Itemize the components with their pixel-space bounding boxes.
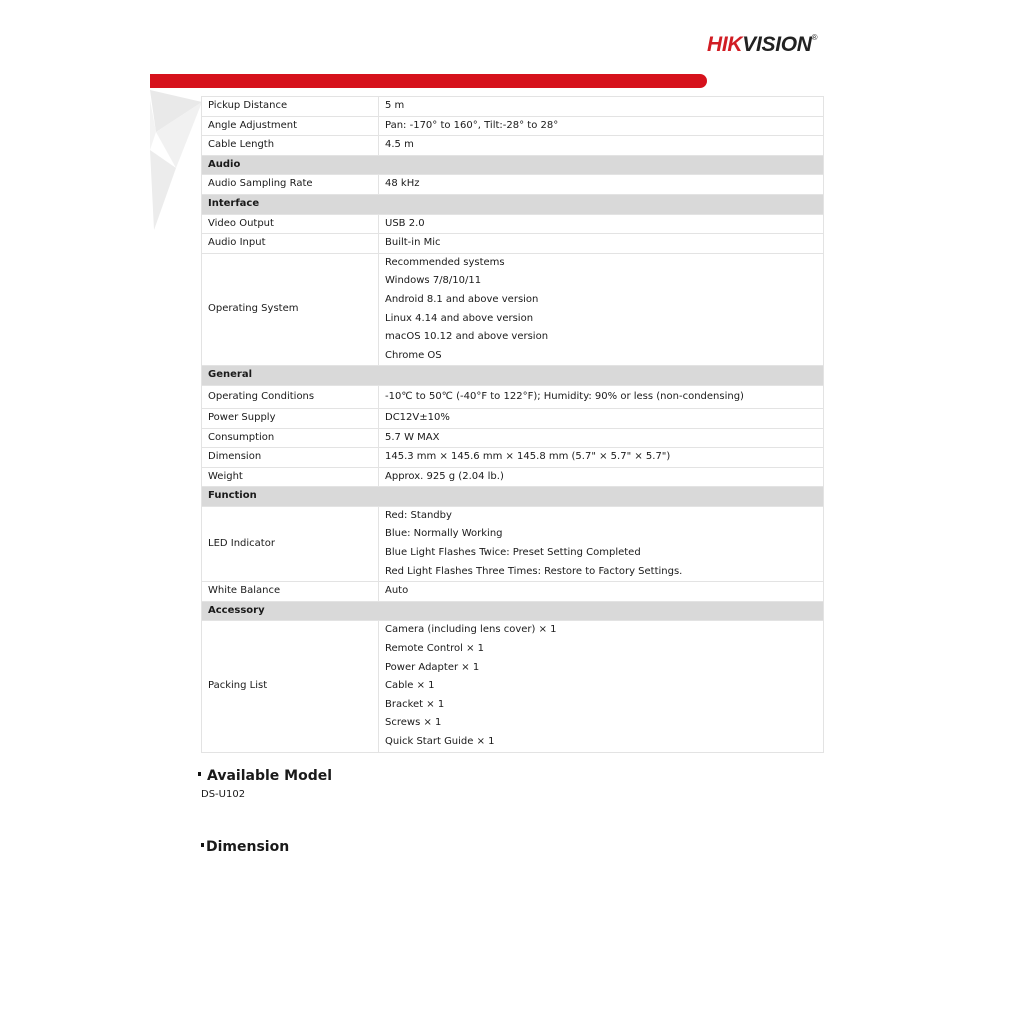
spec-row	[202, 234, 824, 254]
spec-value	[379, 385, 824, 408]
spec-value-line: Windows 7/8/10/11	[385, 275, 482, 287]
spec-value	[379, 97, 824, 117]
spec-value-line: 145.3 mm × 145.6 mm × 145.8 mm (5.7" × 5.7" × 5.7")	[385, 451, 671, 463]
spec-row	[202, 175, 824, 195]
section-header	[202, 155, 824, 175]
section-header	[202, 487, 824, 507]
spec-value	[379, 448, 824, 468]
spec-label: Audio Sampling Rate	[202, 175, 379, 195]
spec-value-line: Chrome OS	[385, 349, 442, 361]
bullet-icon	[198, 772, 201, 776]
dimension-heading: Dimension	[201, 839, 289, 855]
spec-value-line: 48 kHz	[385, 178, 420, 190]
spec-value-line: Red Light Flashes Three Times: Restore to Factory Settings.	[385, 565, 683, 577]
spec-label: Packing List	[202, 621, 379, 752]
spec-row	[202, 253, 824, 366]
spec-value-line: Bracket × 1	[385, 698, 445, 710]
bullet-icon	[201, 843, 204, 847]
section-title: General	[202, 366, 824, 386]
spec-value-line: USB 2.0	[385, 217, 425, 229]
section-title: Function	[202, 487, 824, 507]
spec-row	[202, 428, 824, 448]
spec-value-line: Auto	[385, 585, 409, 597]
spec-label: Video Output	[202, 214, 379, 234]
hikvision-logo: HIKVISION®	[707, 33, 818, 56]
spec-value-line: Blue: Normally Working	[385, 528, 503, 540]
spec-value	[379, 116, 824, 136]
spec-label: Operating System	[202, 253, 379, 366]
spec-row	[202, 97, 824, 117]
spec-label: Weight	[202, 467, 379, 487]
spec-row	[202, 136, 824, 156]
spec-row	[202, 467, 824, 487]
spec-label: LED Indicator	[202, 506, 379, 581]
spec-value-line: Remote Control × 1	[385, 643, 485, 655]
spec-value-line: Quick Start Guide × 1	[385, 736, 495, 747]
section-title: Audio	[202, 155, 824, 175]
spec-value	[379, 582, 824, 602]
section-header	[202, 601, 824, 621]
spec-value-line: Pan: -170° to 160°, Tilt:-28° to 28°	[385, 119, 559, 131]
spec-value-line: Blue Light Flashes Twice: Preset Setting Completed	[385, 547, 641, 559]
spec-row	[202, 506, 824, 581]
spec-value-line: DC12V±10%	[385, 411, 450, 423]
spec-value	[379, 467, 824, 487]
spec-value	[379, 428, 824, 448]
spec-label: Operating Conditions	[202, 385, 379, 408]
spec-value-line: macOS 10.12 and above version	[385, 331, 549, 343]
spec-value-line: Linux 4.14 and above version	[385, 312, 534, 324]
spec-value-line: Approx. 925 g (2.04 lb.)	[385, 470, 504, 482]
spec-label: Power Supply	[202, 408, 379, 428]
spec-label: Angle Adjustment	[202, 116, 379, 136]
spec-value	[379, 175, 824, 195]
model-number: DS-U102	[201, 789, 246, 800]
spec-label: Consumption	[202, 428, 379, 448]
spec-row	[202, 116, 824, 136]
spec-value	[379, 234, 824, 254]
section-title: Interface	[202, 194, 824, 214]
spec-value	[379, 136, 824, 156]
spec-value	[379, 214, 824, 234]
specification-table	[201, 96, 824, 753]
spec-value	[379, 506, 824, 581]
spec-value-line: -10℃ to 50℃ (-40°F to 122°F); Humidity: 90% or less (non-condensing)	[385, 390, 744, 402]
spec-value-line: Recommended systems	[385, 256, 505, 268]
section-title: Accessory	[202, 601, 824, 621]
spec-value-line: Android 8.1 and above version	[385, 293, 539, 305]
spec-value-line: Power Adapter × 1	[385, 661, 480, 673]
spec-value	[379, 621, 824, 752]
spec-row	[202, 621, 824, 752]
section-header	[202, 194, 824, 214]
spec-label: Pickup Distance	[202, 97, 379, 117]
spec-row	[202, 214, 824, 234]
spec-value-line: Red: Standby	[385, 509, 452, 521]
spec-row	[202, 385, 824, 408]
spec-value	[379, 408, 824, 428]
spec-label: Audio Input	[202, 234, 379, 254]
section-header	[202, 366, 824, 386]
spec-value	[379, 253, 824, 366]
header-red-bar	[150, 74, 707, 88]
spec-value-line: Built-in Mic	[385, 237, 441, 249]
spec-value-line: 4.5 m	[385, 139, 414, 151]
available-model-heading: Available Model	[198, 768, 332, 784]
spec-value-line: Screws × 1	[385, 717, 442, 729]
spec-label: Dimension	[202, 448, 379, 468]
spec-value-line: 5.7 W MAX	[385, 431, 440, 443]
spec-label: White Balance	[202, 582, 379, 602]
spec-label: Cable Length	[202, 136, 379, 156]
spec-row	[202, 582, 824, 602]
spec-row	[202, 448, 824, 468]
spec-row	[202, 408, 824, 428]
spec-value-line: Cable × 1	[385, 680, 435, 692]
spec-value-line: Camera (including lens cover) × 1	[385, 624, 557, 636]
spec-value-line: 5 m	[385, 100, 405, 111]
